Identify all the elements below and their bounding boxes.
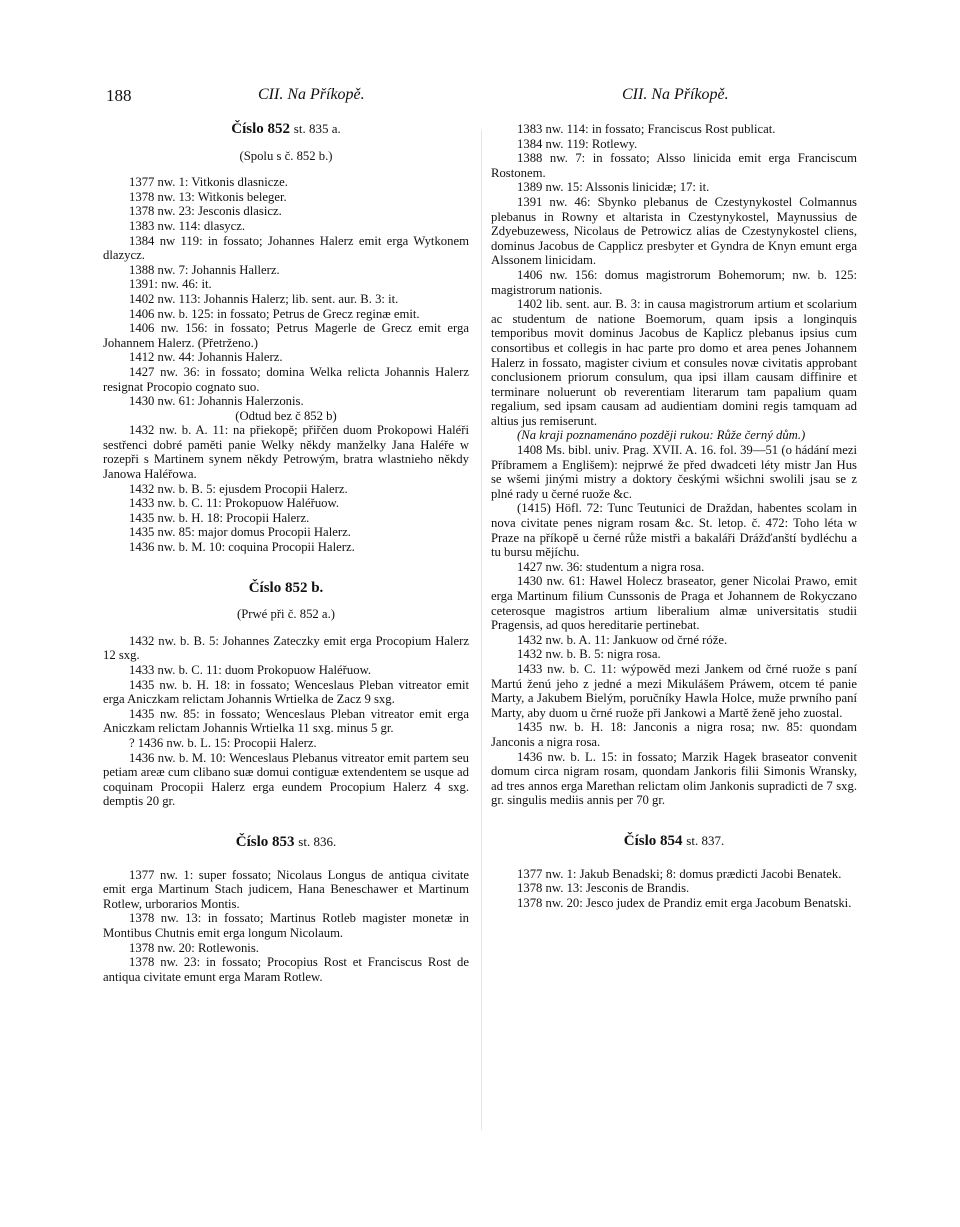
entry: (1415) Höfl. 72: Tunc Teutunici de Draždan, habentes scolam in nova civitate penes nigram rosam &c. St. letop. č. 472: Toho léta w Praze na příkopě u černé růže mistři a bakaláři Drážďanští bydléchu a tu bursu mějíchu. [491,501,857,560]
entry: 1377 nw. 1: super fossato; Nicolaus Longus de antiqua civitate emit erga Martinum Stach judicem, Hana Beneschawer et Martinum Rotlew, urborarios Montis. [103,867,469,911]
entries-852 [103,175,469,554]
section-title-854 [491,834,857,849]
entry: 1378 nw. 13: Jesconis de Brandis. [517,881,690,896]
entry: 1435 nw. 85: major domus Procopii Halerz. [129,525,351,540]
section-title-text: Číslo 854 [623,832,683,849]
section-title-suffix: st. 837. [686,832,725,848]
entry: 1433 nw. b. C. 11: duom Prokopuow Haléřuow. [129,663,372,677]
entry: 1391 nw. 46: Sbynko plebanus de Czestynykostel Colmannus plebanus in Rowny et altarista in Czestynykostel, Maynussius de Zdyebuzewess, Nicolaus de Petrowicz alias de Czestynykostel cliens, dominus Jacobus de Capplicz presbyter et Gyndra de Knyn emunt erga Alssonem linicidam. [491,194,857,268]
entry: 1430 nw. 61: Johannis Halerzonis. [129,394,304,409]
entry: 1391: nw. 46: it. [129,277,212,292]
spacer [491,808,857,834]
section-title-suffix: st. 835 a. [293,121,341,136]
section-title-852 [103,122,469,137]
entry: 1378 nw. 23: Jesconis dlasicz. [129,204,282,219]
entry: 1378 nw. 23: in fossato; Procopius Rost et Franciscus Rost de antiqua civitate emunt erga Maram Rotlew. [103,955,469,984]
entry: 1406 nw. 156: in fossato; Petrus Magerle de Grecz emit erga Johannem Halerz. (Přetrženo.) [103,321,469,350]
section-title-text: Číslo 853 [235,833,295,850]
section-title-text: Číslo 852 [231,121,291,137]
spacer [103,555,469,581]
right-column [491,122,857,910]
entry: 1412 nw. 44: Johannis Halerz. [129,350,283,365]
entry: 1436 nw. b. L. 15: in fossato; Marzik Hagek braseator convenit domum circa nigram rosam, quondam Jankoris filii Simonis Wransky, ad tres annos erga Marethan relictam olim Jankonis supradicti de 7 sxg. gr. singulis mediis annis per 70 gr. [491,749,857,808]
entry: 1432 nw. b. A. 11: na přiekopě; přiřčen duom Prokopowi Haléři sestřenci dobré paměti panie Welky někdy manželky Jana Haléře w rozepři s Martinem synem někdy Petrowým, bratra wlastnieho někdy Janowa Haléřowa. [103,423,469,482]
entry: 1432 nw. b. B. 5: nigra rosa. [517,647,661,662]
left-column [103,122,469,984]
page-header [0,86,960,112]
running-head-left: CII. Na Příkopě. [258,86,365,103]
running-head-right: CII. Na Příkopě. [622,86,729,103]
marginal-note: (Na kraji poznamenáno později rukou: Růže černý dům.) [517,428,806,443]
entries-853 [103,868,469,985]
entry: 1427 nw. 36: in fossato; domina Welka relicta Johannis Halerz resignat Procopio cognato suo. [103,364,469,394]
entry: 1433 nw. b. C. 11: wýpowěd mezi Jankem od črné ruože s paní Martú ženú jeho z jedné a mezi Mikulášem Práwem, otcem té panie Marty, a Jakubem Bielým, poručníky Hawla Holce, muže prwního paní Marty, aby duom u črné ruože při Jankowi a Martě ženě jeho zuostal. [491,661,857,720]
entry: 1384 nw 119: in fossato; Johannes Halerz emit erga Wytkonem dlazycz. [103,233,469,263]
entries-853-continued [491,122,857,808]
entry: 1383 nw. 114: in fossato; Franciscus Rost publicat. [517,122,776,136]
entry: 1402 lib. sent. aur. B. 3: in causa magistrorum artium et scolarium ac studentum de natione Boemorum, quam ipsis a longinquis temporibus movit dominus Jacobus de Kaplicz plebanus ipsius cum consortibus et collegis in hac parte pro domo et area penes Johannem Halerz in fossato, magister civium et consules novæ civitatis approbant conclusionem priorum consulum, qua ipsi illam causam diffinire et terminare noluerunt ob reverentiam literarum tam papalium quam regalium, sed ipsam causam ad audientiam domini regis tamquam ad altius jus remiserunt. [491,297,857,428]
section-title-852b: Číslo 852 b. [248,579,324,596]
entries-854 [491,867,857,911]
section-subtitle-852b: (Prwé při č. 852 a.) [237,607,335,622]
entry: 1388 nw. 7: Johannis Hallerz. [129,262,280,277]
entry: 1432 nw. b. B. 5: Johannes Zateczky emit erga Procopium Halerz 12 sxg. [103,633,469,663]
entry: 1435 nw. b. H. 18: Janconis a nigra rosa; nw. 85: quondam Janconis a nigra rosa. [491,720,857,749]
entry: 1388 nw. 7: in fossato; Alsso linicida emit erga Franciscum Rostonem. [491,151,857,180]
column-divider [481,130,482,1130]
entry: 1427 nw. 36: studentum a nigra rosa. [517,559,705,574]
entry: 1377 nw. 1: Vitkonis dlasnicze. [129,175,288,190]
entry: 1406 nw. 156: domus magistrorum Bohemorum; nw. b. 125: magistrorum nationis. [491,267,857,297]
entry: 1436 nw. b. M. 10: Wenceslaus Plebanus vitreator emit partem seu petiam areæ cum clibano suæ domui contiguæ extendentem se usque ad coquinam Procopii Halerz erga eundem Procopium Halerz 4 sxg. demptis 20 gr. [103,750,469,809]
entry: 1435 nw. b. H. 18: Procopii Halerz. [129,510,310,525]
entry: 1378 nw. 20: Rotlewonis. [129,940,259,955]
entry: 1430 nw. 61: Hawel Holecz braseator, gener Nicolai Prawo, emit erga Martinum filium Cunssonis de Praga et Johannem de Rokyczano ceterosque magistros artium liberalium almæ universitatis studii Pragensis, ad quos hereditarie pertinebat. [491,574,857,633]
entry: 1436 nw. b. M. 10: coquina Procopii Halerz. [129,540,355,555]
entry: ? 1436 nw. b. L. 15: Procopii Halerz. [129,735,317,750]
section-title-suffix: st. 836. [298,833,337,849]
entry: 1389 nw. 15: Alssonis linicidæ; 17: it. [517,180,710,195]
entry: 1378 nw. 20: Jesco judex de Prandiz emit erga Jacobum Benatski. [517,895,852,910]
entry: 1378 nw. 13: in fossato; Martinus Rotleb magister monetæ in Montibus Chutnis emit erga longum Nicolaum. [103,911,469,940]
section-title-853 [103,835,469,850]
entry: 1432 nw. b. A. 11: Jankuow od črné róže. [517,632,728,647]
entry: 1432 nw. b. B. 5: ejusdem Procopii Halerz. [129,481,348,496]
editorial-note: (Odtud bez č 852 b) [235,408,337,423]
spacer [103,809,469,835]
page-number: 188 [106,86,132,105]
entry: 1406 nw. b. 125: in fossato; Petrus de Grecz reginæ emit. [129,306,420,321]
entry: 1435 nw. b. H. 18: in fossato; Wenceslaus Pleban vitreator emit erga Aniczkam relictam Johannis Wrtielka de Zacz 9 sxg. [103,677,469,707]
entry: 1378 nw. 13: Witkonis beleger. [129,189,287,204]
entry: 1408 Ms. bibl. univ. Prag. XVII. A. 16. fol. 39—51 (o hádání mezi Příbramem a Englišem): nejprwé že před dwadceti léty mistr Jan Hus se wšemi jinými mistry a doktory českými wšichni swolili jsau se z plné rady u černé ruože &c. [491,443,857,501]
entry: 1384 nw. 119: Rotlewy. [517,136,638,151]
section-subtitle-852: (Spolu s č. 852 b.) [239,148,333,163]
entry: 1377 nw. 1: Jakub Benadski; 8: domus prædicti Jacobi Benatek. [517,866,842,881]
entry: 1433 nw. b. C. 11: Prokopuow Haléřuow. [129,496,340,511]
entry: 1383 nw. 114: dlasycz. [129,218,246,233]
entry: 1435 nw. 85: in fossato; Wenceslaus Pleban vitreator emit erga Aniczkam relictam Johannis Wrtielka 11 sxg. minus 5 gr. [103,706,469,736]
entry: 1402 nw. 113: Johannis Halerz; lib. sent. aur. B. 3: it. [129,291,399,306]
entries-852b [103,634,469,809]
